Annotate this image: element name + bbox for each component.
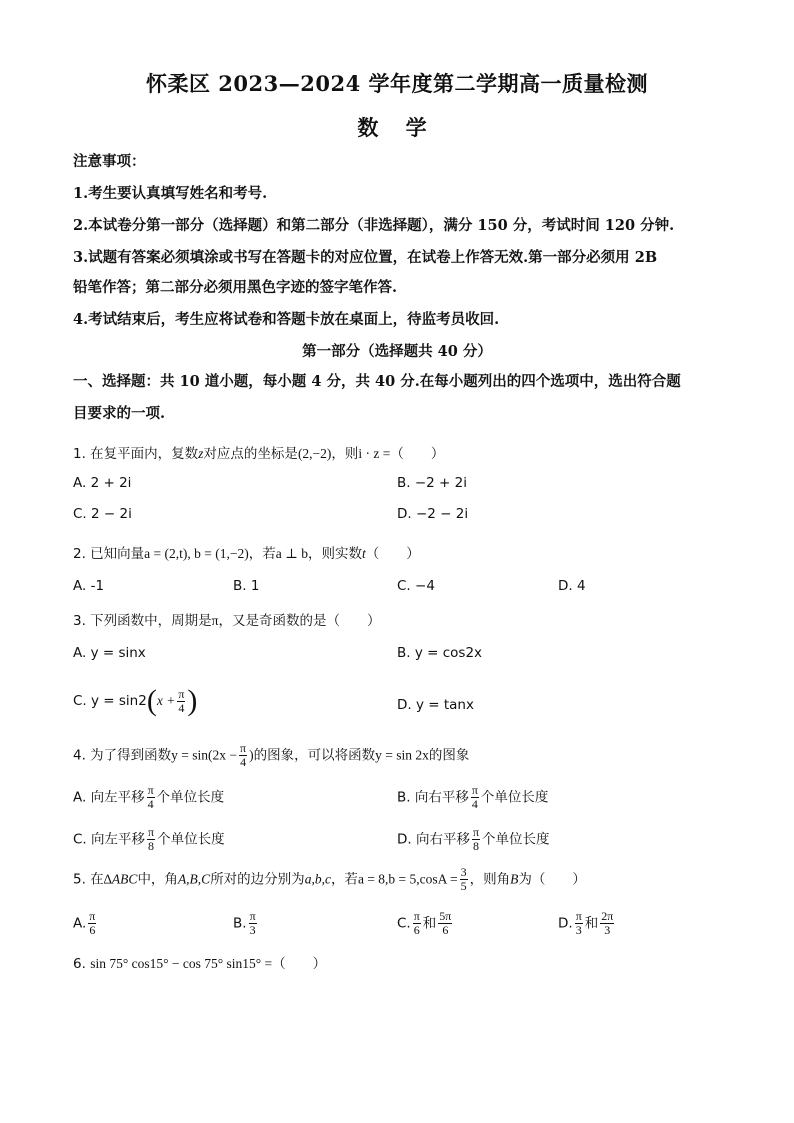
q5-sides: a,b,c [304, 871, 331, 887]
q4-c-den: 8 [148, 839, 155, 853]
q5-option-b [233, 910, 259, 937]
q4-b-fraction [471, 784, 479, 811]
q2-text-2: ，若 [248, 546, 276, 562]
q5-option-d [558, 910, 616, 937]
q5-c-pre: C. [397, 915, 411, 932]
q5-d-and: 和 [584, 915, 599, 932]
q1-paren: （ ） [390, 446, 445, 462]
q2-var-t: t [361, 546, 366, 561]
notes-heading: 注意事项： [73, 153, 146, 170]
q5-option-a [73, 910, 98, 937]
q5-angles: A,B,C [177, 871, 211, 887]
q1-var-z: z [198, 446, 204, 461]
q5-a-fraction [88, 910, 96, 937]
q1-text-1: 1. 在复平面内，复数 [73, 446, 199, 462]
q6-number: 6. [73, 956, 86, 972]
note-2: 2.本试卷分第一部分（选择题）和第二部分（非选择题），满分 150 分，考试时间 120 分钟. [73, 217, 675, 234]
q4-func-2: y = sin 2x [375, 747, 429, 763]
q5-given: a = 8,b = 5,cosA = [357, 871, 458, 887]
q1-coord: (2,−2) [297, 446, 332, 461]
q4-func: y = sin(2x − [171, 747, 238, 763]
q5-option-c [397, 910, 454, 937]
q4-text-2: 的图象，可以将函数 [253, 747, 376, 764]
q2-perp: a ⊥ b [275, 546, 308, 561]
question-2 [73, 542, 420, 562]
q2-option-b: B. 1 [233, 578, 260, 594]
q4-option-d [397, 826, 550, 853]
q4-option-b [397, 784, 548, 811]
q4-b-den: 4 [471, 797, 478, 811]
q4-text-1: 4. 为了得到函数 [73, 747, 172, 764]
q5-text-4: ，若 [330, 871, 358, 888]
q4-c-fraction [147, 826, 155, 853]
q3-text-1: 3. 下列函数中，周期是 [73, 613, 212, 629]
q3-text-2: ，又是奇函数的是（ ） [218, 613, 381, 629]
q3-c-rparen: ) [187, 684, 198, 717]
q2-vectors: a = (2,t), b = (1,−2) [144, 546, 249, 561]
part1-heading: 第一部分（选择题共 40 分） [302, 343, 492, 360]
subject-title: 数 学 [357, 115, 437, 140]
q2-option-c: C. −4 [397, 578, 435, 594]
q5-b-den: 3 [249, 923, 256, 937]
q5-a-num: π [89, 909, 96, 923]
question-4 [73, 742, 469, 769]
q5-text-2: 中，角 [137, 871, 178, 888]
q5-a-den: 6 [89, 923, 96, 937]
q5-den: 5 [460, 879, 467, 893]
q5-d-den-1: 3 [575, 923, 582, 937]
q5-d-pre: D. [558, 915, 573, 932]
q3-option-a: A. y = sinx [73, 645, 146, 661]
q1-option-d: D. −2 − 2i [397, 506, 469, 522]
q2-option-a: A. -1 [73, 578, 105, 594]
q3-c-num: π [178, 686, 185, 701]
q5-triangle: ∆ABC [103, 871, 138, 887]
question-6 [73, 952, 326, 972]
q5-d-fraction-1 [575, 910, 583, 937]
q3-c-den: 4 [178, 700, 185, 715]
q5-c-num-2: 5π [439, 909, 452, 923]
q2-text-1: 2. 已知向量 [73, 546, 145, 562]
q6-expr: sin 75° cos15° − cos 75° sin15° = [90, 956, 273, 971]
note-4: 4.考试结束后，考生应将试卷和答题卡放在桌面上，待监考员收回. [73, 311, 500, 328]
q5-c-fraction-1 [413, 910, 421, 937]
q4-c-pre: C. 向左平移 [73, 831, 146, 848]
q4-option-a [73, 784, 224, 811]
q3-c-lparen: ( [146, 684, 157, 717]
q5-d-den-2: 3 [604, 923, 611, 937]
q5-num: 3 [460, 865, 467, 879]
q4-option-c [73, 826, 225, 853]
q4-c-num: π [148, 825, 155, 839]
q4-a-num: π [147, 783, 154, 797]
q5-c-den-2: 6 [442, 923, 449, 937]
q3-c-inner: x + [156, 693, 176, 708]
q3-c-prefix: C. y = sin2 [73, 693, 147, 709]
q4-a-den: 4 [147, 797, 154, 811]
q4-c-post: 个单位长度 [157, 831, 225, 848]
q5-b-pre: B. [233, 915, 247, 932]
q4-fraction [239, 742, 247, 769]
note-1: 1.考生要认真填写姓名和考号. [73, 185, 268, 202]
q4-d-den: 8 [473, 839, 480, 853]
q2-option-d: D. 4 [558, 578, 586, 594]
q4-a-post: 个单位长度 [156, 789, 225, 806]
exam-title: 怀柔区 2023—2024 学年度第二学期高一质量检测 [145, 71, 648, 96]
q4-d-fraction [472, 826, 480, 853]
q1-option-b: B. −2 + 2i [397, 475, 467, 491]
part1-instructions-1: 一、选择题：共 10 道小题，每小题 4 分，共 40 分.在每小题列出的四个选项中，选出符合题 [73, 373, 681, 390]
question-1 [73, 442, 444, 462]
q3-option-c [73, 686, 197, 716]
q4-num: π [240, 741, 247, 755]
q5-text-3: 所对的边分别为 [210, 871, 305, 888]
q3-pi: π [211, 613, 219, 628]
q4-b-pre: B. 向右平移 [397, 789, 469, 806]
q5-b-fraction [249, 910, 257, 937]
q4-b-num: π [471, 783, 478, 797]
q5-b-num: π [249, 909, 256, 923]
q1-text-3: ，则 [331, 446, 359, 462]
q3-option-b: B. y = cos2x [397, 645, 483, 661]
q5-d-num-1: π [575, 909, 582, 923]
q4-b-post: 个单位长度 [480, 789, 549, 806]
q5-c-den-1: 6 [413, 923, 420, 937]
note-3-cont: 铅笔作答；第二部分必须用黑色字迹的签字笔作答. [73, 279, 398, 296]
q5-c-and: 和 [422, 915, 437, 932]
question-5 [73, 866, 586, 893]
q5-d-fraction-2 [600, 910, 614, 937]
q4-d-post: 个单位长度 [482, 831, 550, 848]
q5-c-num-1: π [413, 909, 420, 923]
q1-expr: i · z = [358, 446, 391, 461]
q3-option-d: D. y = tanx [397, 697, 474, 713]
q3-c-fraction [177, 688, 185, 715]
q1-option-a: A. 2 + 2i [73, 475, 132, 491]
q4-text-3: 的图象 [428, 747, 470, 764]
q4-close: ) [249, 747, 254, 763]
q5-fraction [460, 866, 468, 893]
q5-c-fraction-2 [438, 910, 452, 937]
q2-paren: （ ） [365, 546, 420, 562]
q5-text-6: 为（ ） [518, 871, 586, 888]
note-3: 3.试题有答案必须填涂或书写在答题卡的对应位置，在试卷上作答无效.第一部分必须用 2B [73, 249, 658, 266]
q5-a-pre: A. [73, 915, 87, 932]
q5-d-num-2: 2π [601, 909, 614, 923]
q1-text-2: 对应点的坐标是 [203, 446, 298, 462]
question-3 [73, 609, 381, 629]
q5-text-5: ，则角 [469, 871, 511, 888]
q2-text-3: ，则实数 [307, 546, 362, 562]
q4-d-num: π [472, 825, 480, 839]
q4-d-pre: D. 向右平移 [397, 831, 470, 848]
q1-option-c: C. 2 − 2i [73, 506, 132, 522]
q4-den: 4 [240, 755, 247, 769]
q5-angle-b: B [510, 871, 519, 887]
q4-a-fraction [147, 784, 155, 811]
q4-a-pre: A. 向左平移 [73, 789, 145, 806]
part1-instructions-2: 目要求的一项. [73, 405, 166, 422]
q6-paren: （ ） [272, 956, 327, 972]
q5-text-1: 5. 在 [73, 871, 104, 888]
